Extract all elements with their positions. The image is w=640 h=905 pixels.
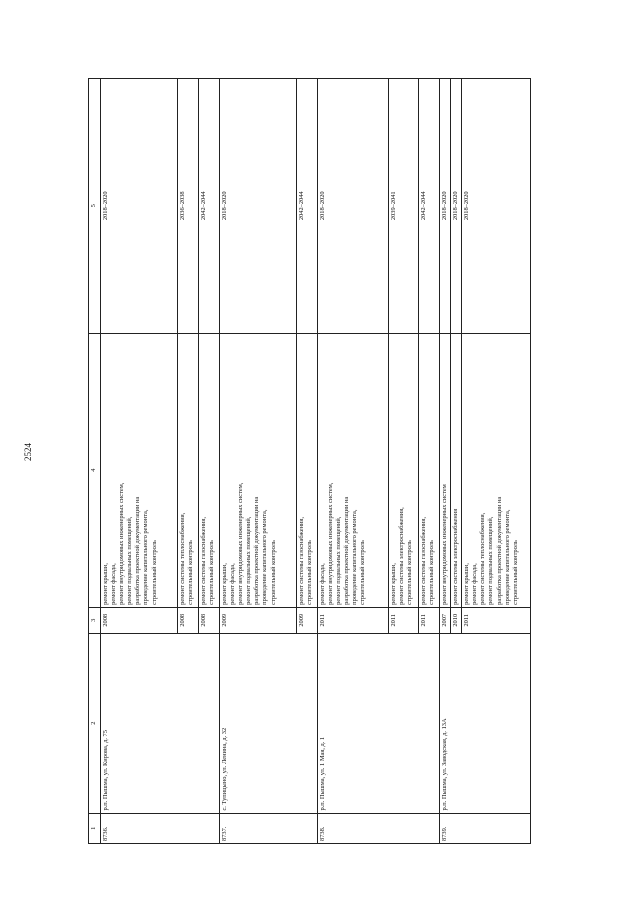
repair-works: ремонт системы электроснабжения: [451, 333, 462, 607]
object-number: 8739.: [440, 813, 531, 843]
column-header-2: 2: [89, 633, 101, 813]
repair-period: 2042–2044: [419, 79, 440, 334]
repair-works: ремонт крыши, ремонт фасада, ремонт внутридомовых инженерных систем, ремонт подвальных помещений, разработка проектной документации на проведение капитального ремонта, строительный контроль: [220, 333, 297, 607]
repair-works: ремонт крыши, ремонт фасада, ремонт внутридомовых инженерных систем, ремонт подвальных помещений, разработка проектной документации на проведение капитального ремонта, строительный контроль: [101, 333, 178, 607]
repair-period: 2018–2020: [101, 79, 178, 334]
repair-period: 2042–2044: [199, 79, 220, 334]
column-header-5: 5: [89, 79, 101, 334]
object-address: с. Тупицыно, ул. Ленина, д. 32: [220, 633, 318, 813]
page-number: 2524: [23, 443, 33, 461]
column-header-4: 4: [89, 333, 101, 607]
repair-works: ремонт системы газоснабжения, строительный контроль: [419, 333, 440, 607]
object-address: р.п. Пышма, ул. 1 Мая, д. 1: [318, 633, 440, 813]
commission-year: 2009: [220, 607, 297, 633]
object-number: 8736.: [101, 813, 220, 843]
table-row: [440, 79, 451, 844]
header-row: [89, 79, 101, 844]
repair-works: ремонт системы газоснабжения, строительный контроль: [297, 333, 318, 607]
commission-year: 2008: [101, 607, 178, 633]
repair-period: 2018–2020: [462, 79, 531, 334]
repair-works: ремонт системы газоснабжения, строительный контроль: [199, 333, 220, 607]
repair-period: 2018–2020: [220, 79, 297, 334]
repair-works: ремонт внутридомовых инженерных систем: [440, 333, 451, 607]
table-row: [318, 79, 389, 844]
repair-period: 2036–2038: [178, 79, 199, 334]
commission-year: 2008: [178, 607, 199, 633]
commission-year: 2011: [318, 607, 389, 633]
table-row: [220, 79, 297, 844]
capital-repair-table: [88, 78, 531, 844]
repair-period: 2018–2020: [451, 79, 462, 334]
object-address: р.п. Пышма, ул. Заводская, д. 13А: [440, 633, 531, 813]
object-address: р.п. Пышма, ул. Кирова, д. 75: [101, 633, 220, 813]
column-header-1: 1: [89, 813, 101, 843]
repair-period: 2018–2020: [440, 79, 451, 334]
document-table-rotated: [88, 78, 590, 844]
object-number: 8737.: [220, 813, 318, 843]
repair-works: ремонт фасада, ремонт внутридомовых инженерных систем, ремонт подвальных помещений, разработка проектной документации на проведение капитального ремонта, строительный контроль: [318, 333, 389, 607]
repair-period: 2018–2020: [318, 79, 389, 334]
repair-works: ремонт крыши, ремонт системы электроснабжения, строительный контроль: [389, 333, 419, 607]
commission-year: 2009: [297, 607, 318, 633]
repair-works: ремонт системы теплоснабжения, строительный контроль: [178, 333, 199, 607]
commission-year: 2010: [451, 607, 462, 633]
commission-year: 2011: [462, 607, 531, 633]
column-header-3: 3: [89, 607, 101, 633]
table-row: [101, 79, 178, 844]
repair-period: 2039–2041: [389, 79, 419, 334]
commission-year: 2008: [199, 607, 220, 633]
commission-year: 2007: [440, 607, 451, 633]
commission-year: 2011: [419, 607, 440, 633]
commission-year: 2011: [389, 607, 419, 633]
repair-period: 2042–2044: [297, 79, 318, 334]
repair-works: ремонт крыши, ремонт фасада, ремонт системы теплоснабжения, ремонт подвальных помещений, разработка проектной документации на проведение капитального ремонта, строительный контроль: [462, 333, 531, 607]
object-number: 8738.: [318, 813, 440, 843]
